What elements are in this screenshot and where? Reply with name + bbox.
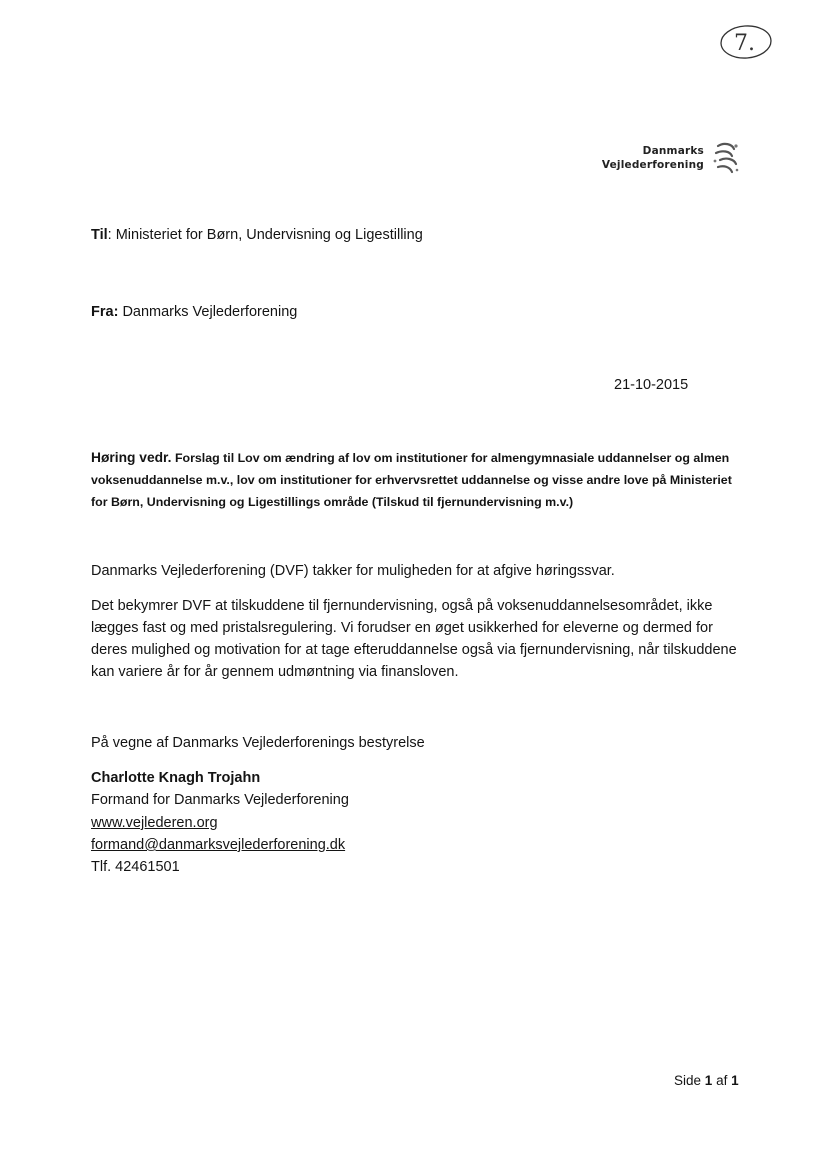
logo-line-2: Vejlederforening — [601, 159, 704, 171]
sender-label: Fra: — [91, 304, 119, 320]
website-link[interactable]: www.vejlederen.org — [91, 815, 218, 831]
logo-line-1: Danmarks — [642, 145, 704, 157]
recipient-line — [91, 225, 423, 245]
email-link[interactable]: formand@danmarksvejlederforening.dk — [91, 837, 346, 853]
recipient-separator: : — [107, 227, 112, 243]
closing-line: På vegne af Danmarks Vejlederforenings bestyrelse — [91, 735, 425, 751]
logo-text — [602, 144, 704, 172]
signatory-name: Charlotte Knagh Trojahn — [91, 770, 261, 786]
page-number-current: 1 — [704, 1073, 713, 1088]
page-number-prefix: Side — [674, 1073, 702, 1088]
subject-lead: Høring vedr. — [91, 450, 172, 465]
page-number — [674, 1072, 739, 1090]
handwritten-page-mark — [718, 22, 774, 62]
subject-text: Forslag til Lov om ændring af lov om institutioner for almengymnasiale uddannelser og almen voksenuddannelse m.v., lov om institutioner for erhvervsrettet uddannelse og visse andre love på Ministeriet for Børn, Undervisning og Ligestillings område (Tilskud til fjernundervisning m.v.) — [91, 451, 732, 509]
subject-heading — [91, 447, 751, 513]
dvf-logo-icon — [710, 140, 742, 176]
signatory-title: Formand for Danmarks Vejlederforening — [91, 792, 349, 808]
handwritten-mark-text: 7. — [734, 31, 755, 56]
phone-number: Tlf. 42461501 — [91, 859, 180, 875]
letter-date: 21-10-2015 — [614, 377, 689, 393]
recipient-label: Til — [91, 227, 108, 243]
page-number-total: 1 — [731, 1073, 739, 1088]
sender-line — [91, 302, 297, 322]
sender-value: Danmarks Vejlederforening — [122, 304, 298, 320]
body-paragraph-2: Det bekymrer DVF at tilskuddene til fjernundervisning, også på voksenuddannelsesområdet, ikke lægges fast og med pristalsregulering. Vi forudser en øget usikkerhed for eleverne og dermed for deres mulighed og motivation for at tage efteruddannelse også via fjernundervisning, når tilskuddene kan variere år for år gennem udmøntning via finansloven. — [91, 598, 737, 680]
page-number-middle: af — [716, 1073, 728, 1088]
body-paragraph-1: Danmarks Vejlederforening (DVF) takker for muligheden for at afgive høringssvar. — [91, 563, 615, 579]
organization-logo — [598, 140, 748, 182]
recipient-value: Ministeriet for Børn, Undervisning og Ligestilling — [115, 227, 423, 243]
